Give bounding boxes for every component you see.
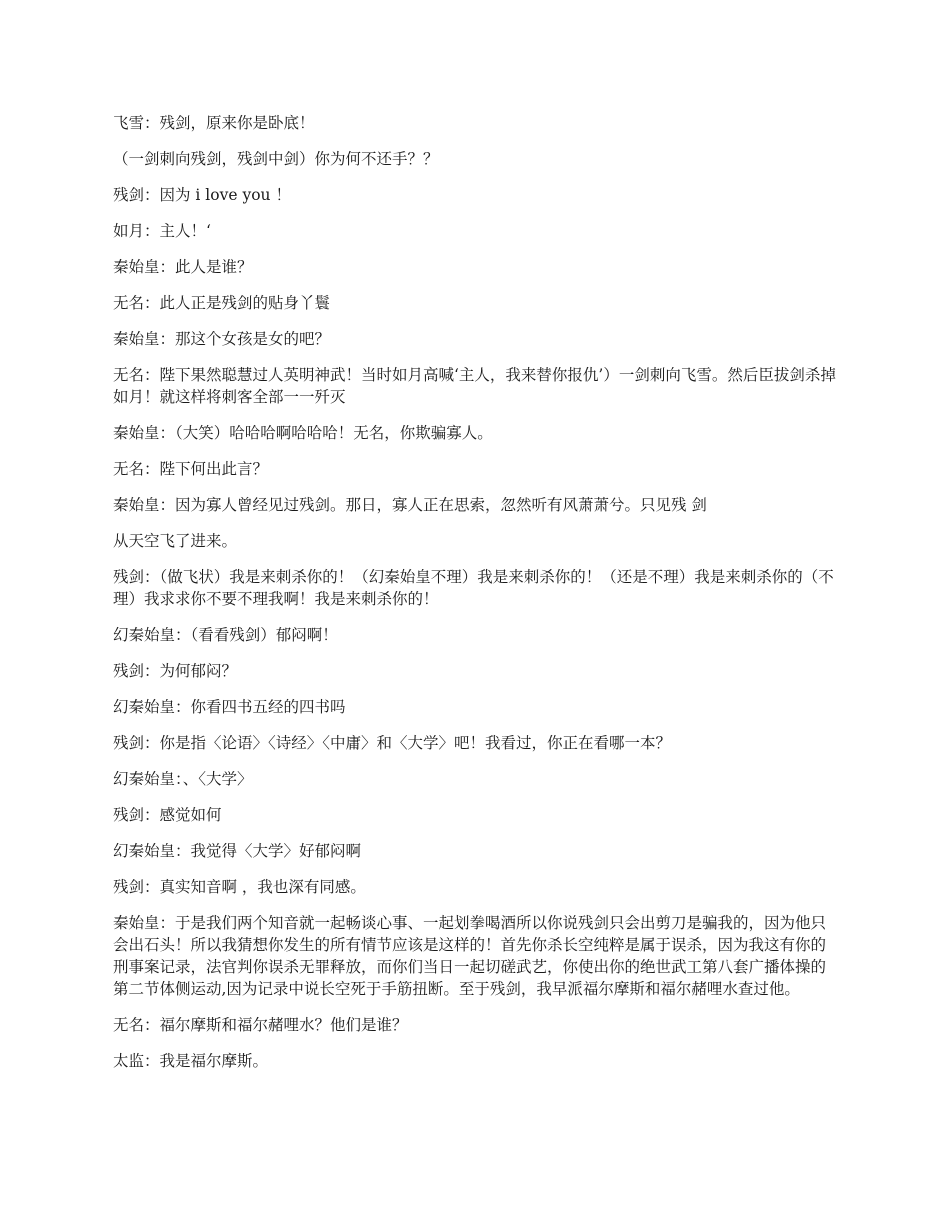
dialogue-line: 幻秦始皇：、〈大学〉 bbox=[113, 770, 253, 788]
dialogue-line: 残剑：为何郁闷？ bbox=[113, 662, 238, 680]
document-body bbox=[113, 112, 841, 1086]
dialogue-line: 秦始皇：因为寡人曾经见过残剑。那日，寡人正在思索，忽然听有风萧萧兮。只见残 剑 bbox=[113, 496, 707, 514]
dialogue-line: 无名：福尔摩斯和福尔赭哩水？他们是谁？ bbox=[113, 1016, 408, 1034]
dialogue-line: 从天空飞了进来。 bbox=[113, 532, 238, 550]
dialogue-line: 秦始皇：于是我们两个知音就一起畅谈心事、一起划拳喝酒所以你说残剑只会出剪刀是骗我的，因为他只会出石头！所以我猜想你发生的所有情节应该是这样的！首先你杀长空纯粹是属于误杀，因为我这有你的刑事案记录，法官判你误杀无罪释放，而你们当日一起切磋武艺，你使出你的绝世武工第八套广播体操的第二节体侧运动,因为记录中说长空死于手筋扭断。至于残剑，我早派福尔摩斯和福尔赭哩水查过他。 bbox=[113, 914, 827, 998]
dialogue-line: 残剑：你是指〈论语〉〈诗经〉〈中庸〉和〈大学〉吧！我看过，你正在看哪一本？ bbox=[113, 734, 672, 752]
dialogue-line: 幻秦始皇：我觉得〈大学〉好郁闷啊 bbox=[113, 842, 362, 860]
dialogue-line: 无名：陛下果然聪慧过人英明神武！当时如月高喊‘主人，我来替你报仇’）一剑刺向飞雪。然后臣拔剑杀掉如月！就这样将刺客全部一一歼灭 bbox=[113, 366, 836, 406]
dialogue-line: 无名：此人正是残剑的贴身丫鬟 bbox=[113, 294, 331, 312]
dialogue-line: 太监：我是福尔摩斯。 bbox=[113, 1052, 269, 1070]
dialogue-line: 秦始皇：此人是谁？ bbox=[113, 258, 253, 276]
dialogue-line: （一剑刺向残剑，残剑中剑）你为何不还手？？ bbox=[113, 150, 439, 168]
dialogue-line: 秦始皇：（大笑）哈哈哈啊哈哈哈！无名，你欺骗寡人。 bbox=[113, 424, 493, 442]
dialogue-line: 幻秦始皇：你看四书五经的四书吗 bbox=[113, 698, 346, 716]
dialogue-line: 幻秦始皇：（看看残剑）郁闷啊！ bbox=[113, 626, 338, 644]
dialogue-line: 飞雪：残剑，原来你是卧底！ bbox=[113, 114, 315, 132]
dialogue-line: 残剑：（做飞状）我是来刺杀你的！（幻秦始皇不理）我是来刺杀你的！（还是不理）我是来刺杀你的（不理）我求求你不要不理我啊！我是来刺杀你的！ bbox=[113, 568, 834, 608]
dialogue-line: 如月：主人！‘ bbox=[113, 222, 211, 240]
dialogue-line: 秦始皇：那这个女孩是女的吧？ bbox=[113, 330, 331, 348]
dialogue-line: 残剑：真实知音啊 ，我也深有同感。 bbox=[113, 878, 366, 896]
dialogue-line: 残剑：感觉如何 bbox=[113, 806, 222, 824]
dialogue-line: 无名：陛下何出此言？ bbox=[113, 460, 269, 478]
dialogue-line: 残剑：因为 i love you ！ bbox=[113, 186, 291, 204]
